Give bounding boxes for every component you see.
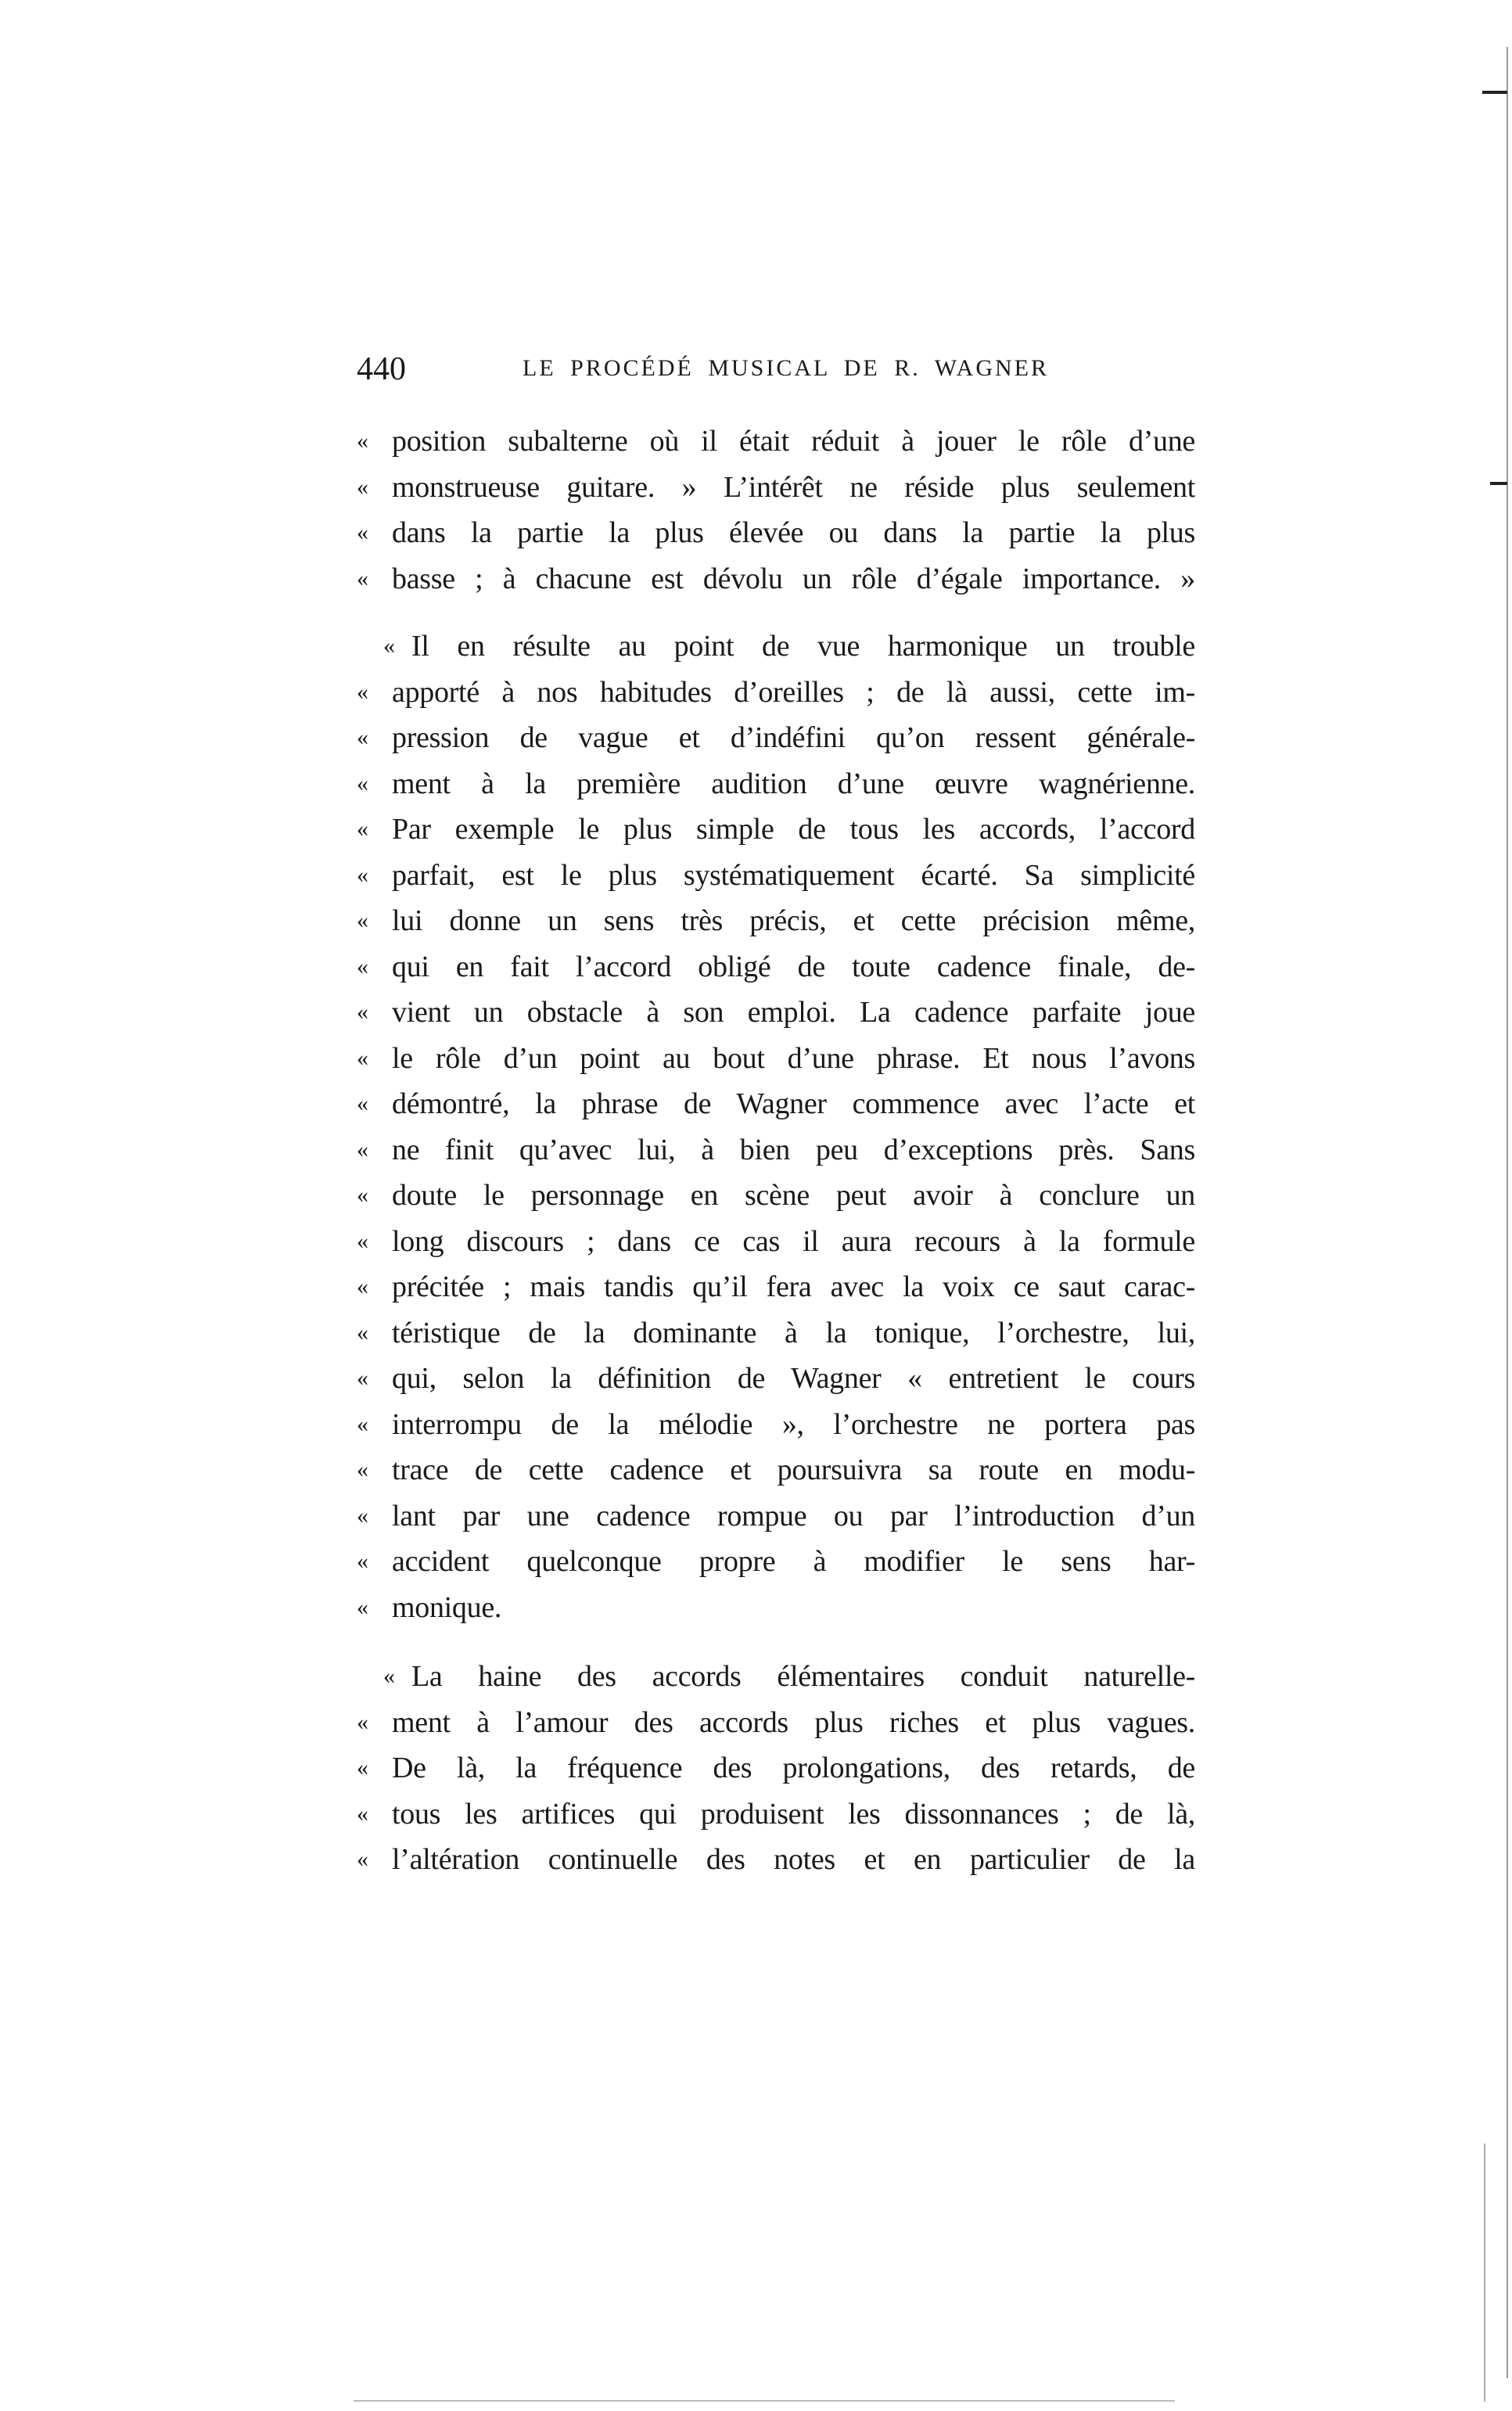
line-text: l’altération continuelle des notes et en particulier de la <box>392 1843 1195 1876</box>
quote-mark: « <box>357 953 368 979</box>
quote-mark: « <box>357 1755 368 1780</box>
text-line <box>357 1493 1195 1540</box>
line-text: La haine des accords élémentaires conduit naturelle- <box>411 1660 1195 1693</box>
text-line <box>357 465 1195 511</box>
line-text: ment à la première audition d’une œuvre wagnérienne. <box>392 767 1195 800</box>
paragraph-3 <box>357 1654 1195 1883</box>
line-text: interrompu de la mélodie », l’orchestre ne portera pas <box>392 1407 1195 1441</box>
quote-mark: « <box>357 473 368 500</box>
line-text: téristique de la dominante à la tonique, l’orchestre, lui, <box>392 1316 1195 1349</box>
line-text: lant par une cadence rompue ou par l’introduction d’un <box>392 1499 1195 1532</box>
text-line <box>357 1654 1195 1700</box>
quote-mark: « <box>357 1319 368 1346</box>
line-text: trace de cette cadence et poursuivra sa route en modu- <box>392 1453 1195 1486</box>
text-line <box>357 1036 1195 1082</box>
quote-mark: « <box>357 678 368 705</box>
text-line <box>357 1700 1195 1746</box>
quote-mark: « <box>357 1136 368 1162</box>
quote-mark: « <box>357 1274 368 1299</box>
quote-mark: « <box>357 1365 368 1391</box>
line-text: basse ; à chacune est dévolu un rôle d’égale importance. » <box>392 562 1195 595</box>
quote-mark: « <box>357 1044 368 1071</box>
quote-mark: « <box>357 1548 368 1574</box>
text-line <box>357 1356 1195 1402</box>
quote-mark: « <box>357 1457 368 1482</box>
text-line <box>357 419 1195 465</box>
text-line <box>357 1447 1195 1493</box>
page-header <box>357 350 1195 397</box>
line-text: démontré, la phrase de Wagner commence avec l’acte et <box>392 1087 1195 1120</box>
text-line <box>357 1219 1195 1265</box>
quote-mark: « <box>357 519 368 545</box>
quote-mark: « <box>357 1709 368 1735</box>
line-text: tous les artifices qui produisent les dissonnances ; de là, <box>392 1797 1195 1831</box>
quote-mark: « <box>357 428 368 454</box>
line-text: accident quelconque propre à modifier le sens har- <box>392 1545 1195 1578</box>
line-text: long discours ; dans ce cas il aura recours à la formule <box>392 1224 1195 1258</box>
page-number: 440 <box>357 351 406 387</box>
line-text: dans la partie la plus élevée ou dans la partie la plus <box>392 516 1195 549</box>
line-text: qui, selon la définition de Wagner « entretient le cours <box>392 1362 1195 1395</box>
text-line <box>357 1310 1195 1356</box>
quote-mark: « <box>357 861 368 888</box>
running-title: LE PROCÉDÉ MUSICAL DE R. WAGNER <box>523 355 1050 381</box>
quote-mark: « <box>357 1227 368 1254</box>
text-line <box>357 1745 1195 1791</box>
quote-mark: « <box>357 999 368 1025</box>
text-line <box>357 1081 1195 1127</box>
line-text: le rôle d’un point au bout d’une phrase. Et nous l’avons <box>392 1041 1195 1075</box>
quote-mark: « <box>357 1594 368 1620</box>
text-line <box>357 556 1195 602</box>
text-line <box>357 1837 1195 1883</box>
text-line <box>357 1791 1195 1838</box>
text-line <box>357 510 1195 556</box>
text-line <box>357 1402 1195 1448</box>
text-line <box>357 715 1195 761</box>
quote-mark: « <box>357 1846 368 1872</box>
quote-mark: « <box>357 907 368 933</box>
line-text: pression de vague et d’indéfini qu’on ressent générale- <box>392 721 1195 754</box>
text-line <box>357 807 1195 853</box>
line-text: parfait, est le plus systématiquement écarté. Sa simplicité <box>392 858 1195 892</box>
line-text: doute le personnage en scène peut avoir à conclure un <box>392 1179 1195 1212</box>
text-line <box>357 990 1195 1036</box>
line-text: position subalterne où il était réduit à jouer le rôle d’une <box>392 425 1195 458</box>
text-line <box>357 1264 1195 1310</box>
quote-mark: « <box>383 633 395 659</box>
scan-edge-line <box>1484 2143 1485 2402</box>
text-line <box>357 1585 1195 1631</box>
text-line <box>357 853 1195 899</box>
quote-mark: « <box>357 1800 368 1827</box>
quote-mark: « <box>357 1182 368 1208</box>
scan-edge-line <box>1507 47 1508 2378</box>
paragraph-1 <box>357 419 1195 602</box>
line-text: ne finit qu’avec lui, à bien peu d’exceptions près. Sans <box>392 1133 1195 1166</box>
quote-mark: « <box>357 1502 368 1529</box>
scan-edge-line <box>354 2400 1175 2402</box>
scan-edge-mark <box>1482 91 1507 94</box>
scan-edge-mark <box>1490 482 1507 485</box>
quote-mark: « <box>357 816 368 842</box>
text-line <box>357 1127 1195 1173</box>
text-line <box>357 761 1195 807</box>
line-text: apporté à nos habitudes d’oreilles ; de là aussi, cette im- <box>392 675 1195 709</box>
quote-mark: « <box>357 1091 368 1116</box>
text-line <box>357 623 1195 670</box>
quote-mark: « <box>357 1410 368 1437</box>
text-line <box>357 1539 1195 1585</box>
line-text: Par exemple le plus simple de tous les accords, l’accord <box>392 813 1195 846</box>
text-line <box>357 898 1195 944</box>
paragraph-2 <box>357 623 1195 1630</box>
text-line <box>357 944 1195 990</box>
line-text: ment à l’amour des accords plus riches et plus vagues. <box>392 1705 1195 1739</box>
quote-mark: « <box>383 1663 395 1689</box>
text-line <box>357 1173 1195 1219</box>
line-text: monique. <box>392 1590 502 1624</box>
line-text: monstrueuse guitare. » L’intérêt ne réside plus seulement <box>392 470 1195 504</box>
quote-mark: « <box>357 724 368 750</box>
line-text: lui donne un sens très précis, et cette précision même, <box>392 904 1195 937</box>
line-text: Il en résulte au point de vue harmonique un trouble <box>411 630 1195 663</box>
text-line <box>357 670 1195 716</box>
quote-mark: « <box>357 770 368 796</box>
quote-mark: « <box>357 565 368 591</box>
line-text: De là, la fréquence des prolongations, des retards, de <box>392 1752 1195 1784</box>
line-text: qui en fait l’accord obligé de toute cadence finale, de- <box>392 950 1195 983</box>
line-text: précitée ; mais tandis qu’il fera avec la voix ce saut carac- <box>392 1270 1195 1303</box>
line-text: vient un obstacle à son emploi. La cadence parfaite joue <box>392 996 1195 1029</box>
